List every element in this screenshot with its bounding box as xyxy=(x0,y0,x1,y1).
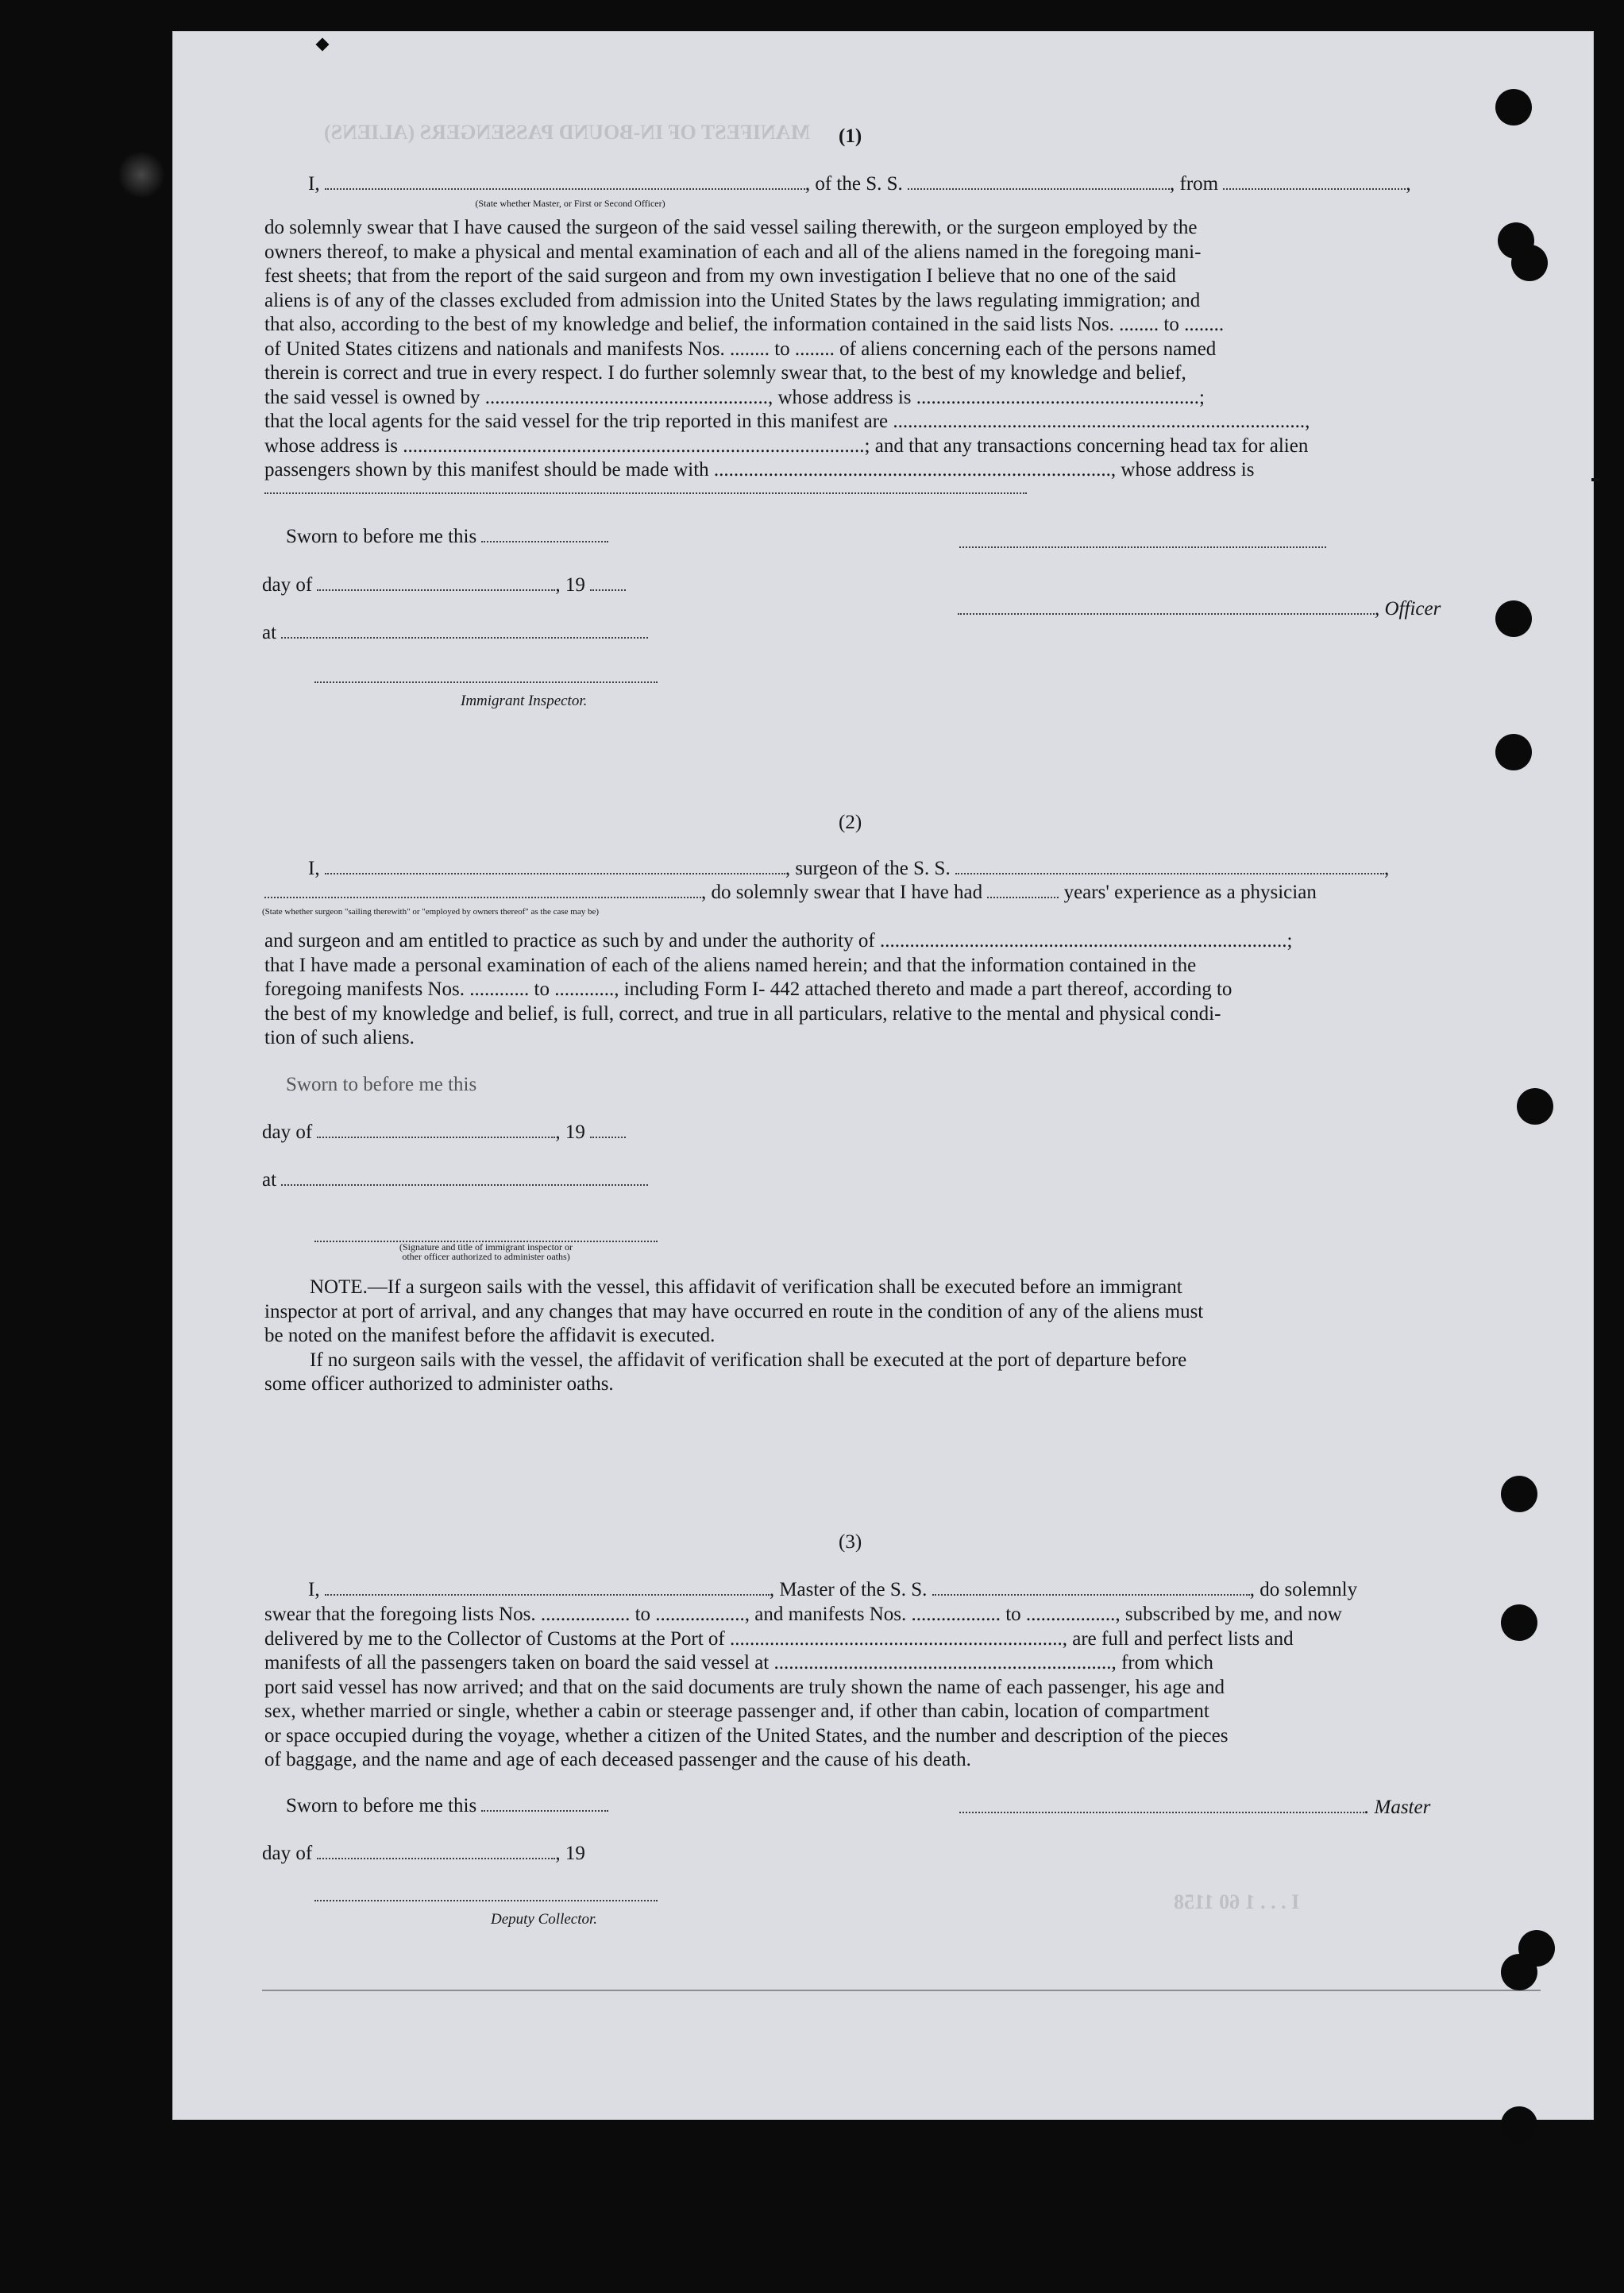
master-name-field[interactable] xyxy=(325,174,805,190)
year-field-1[interactable] xyxy=(590,575,626,591)
year-field-2[interactable] xyxy=(590,1122,626,1138)
binder-hole xyxy=(1501,2106,1537,2143)
inspector-signature-line[interactable] xyxy=(314,681,658,683)
section-1-line-1: I, , of the S. S. , from , xyxy=(308,173,1411,195)
day-of-field-3[interactable] xyxy=(317,1843,555,1859)
master-name-field-3[interactable] xyxy=(325,1580,770,1596)
officer-signature-line[interactable] xyxy=(959,546,1326,548)
from-port-field[interactable] xyxy=(1223,174,1406,190)
immigrant-inspector-caption: Immigrant Inspector. xyxy=(461,693,588,709)
section-3-sworn: Sworn to before me this xyxy=(286,1795,608,1817)
at-field-1[interactable] xyxy=(281,623,648,639)
bottom-rule xyxy=(262,1990,1541,1991)
section-1-number: (1) xyxy=(839,125,862,147)
section-2-at: at xyxy=(262,1169,648,1191)
binder-hole xyxy=(1501,1954,1537,1990)
surgeon-name-field[interactable] xyxy=(325,859,785,874)
surgeon-status-note: (State whether surgeon "sailing therewith" or "employed by owners thereof" as the case may be) xyxy=(262,907,600,917)
manifest-page xyxy=(173,32,1593,2119)
binder-hole xyxy=(1501,1476,1537,1512)
section-1-day-of: day of , 19 xyxy=(262,574,626,596)
section-1-body: do solemnly swear that I have caused the surgeon of the said vessel sailing therewith, or the surgeon employed by the owners thereof, to make a physical and mental examination of each and all of the aliens named in the foregoing mani- fest sheets; that from the report of the said surgeon and from my own investigation I believe that no one of the said aliens is of any of the classes excluded from admission into the United States by the laws regulating immigration; and that also, according to the best of my knowledge and belief, the information contained in the said lists Nos. ........ to ........ of United States citizens and nationals and manifests Nos. ........ to ........ of aliens concerning each of the persons named therein is correct and true in every respect. I do further solemnly swear that, to the best of my knowledge and belief, the said vessel is owned by ........................................................., whose address is .........................................................; that the local agents for the said vessel for the trip reported in this manifest are ..................................................................................., whose address is .............................................................................................; and that any transactions concerning head tax for alien passengers shown by this manifest should be made with ................................................................................, whose address is xyxy=(264,217,1310,481)
sworn-date-field-1[interactable] xyxy=(481,527,608,542)
vessel-name-field[interactable] xyxy=(908,174,1170,190)
day-of-field-2[interactable] xyxy=(317,1122,555,1138)
binder-hole xyxy=(1501,1604,1537,1641)
section-3-number: (3) xyxy=(839,1531,862,1553)
section-2-body: and surgeon and am entitled to practice as such by and under the authority of ..................................................................................; that I have made a personal examination of each of the aliens named herein; and that the information contained in the foregoing manifests Nos. ............ to ............, including Form I- 442 attached thereto and made a part thereof, according to the best of my knowledge and belief, is full, correct, and true in all particulars, relative to the mental and physical condi- tion of such aliens. xyxy=(264,930,1293,1048)
at-field-2[interactable] xyxy=(281,1170,648,1186)
master-signature-field[interactable] xyxy=(959,1797,1364,1813)
officer-field[interactable] xyxy=(958,599,1375,615)
surgeon-status-field[interactable] xyxy=(264,882,701,898)
scan-mark xyxy=(316,38,330,52)
section-3-master: . Master xyxy=(959,1797,1430,1819)
binder-hole xyxy=(1495,89,1532,125)
scan-smudge xyxy=(118,151,165,199)
bleed-through-text: I . . . 1 60 1158 xyxy=(1174,1890,1300,1913)
vessel-name-field-3[interactable] xyxy=(932,1580,1250,1596)
agent-address-field[interactable] xyxy=(264,492,1027,494)
section-3-day-of: day of , 19 xyxy=(262,1843,585,1864)
section-2-sworn: Sworn to before me this xyxy=(286,1074,477,1095)
surgeon-vessel-field[interactable] xyxy=(955,859,1384,874)
section-1-sworn: Sworn to before me this xyxy=(286,526,608,548)
section-3-body: swear that the foregoing lists Nos. .................. to .................., and manifests Nos. .................. to .................., subscribed by me, and now delivered by me to the Collector of Customs at the Port of ..................................................................., are full and perfect lists and manifests of all the passengers taken on board the said vessel at ...................................................................., from which port said vessel has now arrived; and that on the said documents are truly shown the name of each passenger, his age and sex, whether married or single, whether a cabin or steerage passenger and, if other than cabin, location of compartment or space occupied during the voyage, whether a citizen of the United States, and the number and description of the pieces of baggage, and the name and age of each deceased passenger and the cause of his death. xyxy=(264,1604,1342,1770)
day-of-field-1[interactable] xyxy=(317,575,555,591)
section-1-officer: , Officer xyxy=(958,598,1441,620)
section-3-line-1: I, , Master of the S. S. , do solemnly xyxy=(308,1579,1358,1600)
section-1-at: at xyxy=(262,622,648,644)
binder-hole xyxy=(1517,1088,1553,1125)
section-2-note: NOTE.—If a surgeon sails with the vessel, this affidavit of verification shall be executed before an immigrant inspector at port of arrival, and any changes that may have occurred en route in the condition of any of the aliens must be noted on the manifest before the affidavit is executed. If no surgeon sails with the vessel, the affidavit of verification shall be executed at the port of departure before some officer authorized to administer oaths. xyxy=(264,1276,1204,1395)
master-officer-note: (State whether Master, or First or Second Officer) xyxy=(475,198,665,209)
section-2-number: (2) xyxy=(839,812,862,833)
section-2-day-of: day of , 19 xyxy=(262,1121,626,1144)
section-2-signature-note: (Signature and title of immigrant inspector or other officer authorized to administer oaths) xyxy=(399,1241,573,1262)
collector-signature-line[interactable] xyxy=(314,1900,658,1901)
years-field[interactable] xyxy=(987,882,1059,898)
edge-tick xyxy=(1591,478,1599,481)
sworn-date-field-3[interactable] xyxy=(481,1796,608,1812)
bleed-through-text: MANIFEST OF IN-BOUND PASSENGERS (ALIENS) xyxy=(324,121,811,144)
deputy-collector-caption: Deputy Collector. xyxy=(491,1911,598,1928)
section-2-line-2: , do solemnly swear that I have had years' experience as a physician xyxy=(264,882,1317,904)
binder-hole xyxy=(1495,600,1532,637)
binder-hole xyxy=(1511,245,1548,281)
binder-hole xyxy=(1495,734,1532,770)
section-2-line-1: I, , surgeon of the S. S. , xyxy=(308,858,1390,879)
